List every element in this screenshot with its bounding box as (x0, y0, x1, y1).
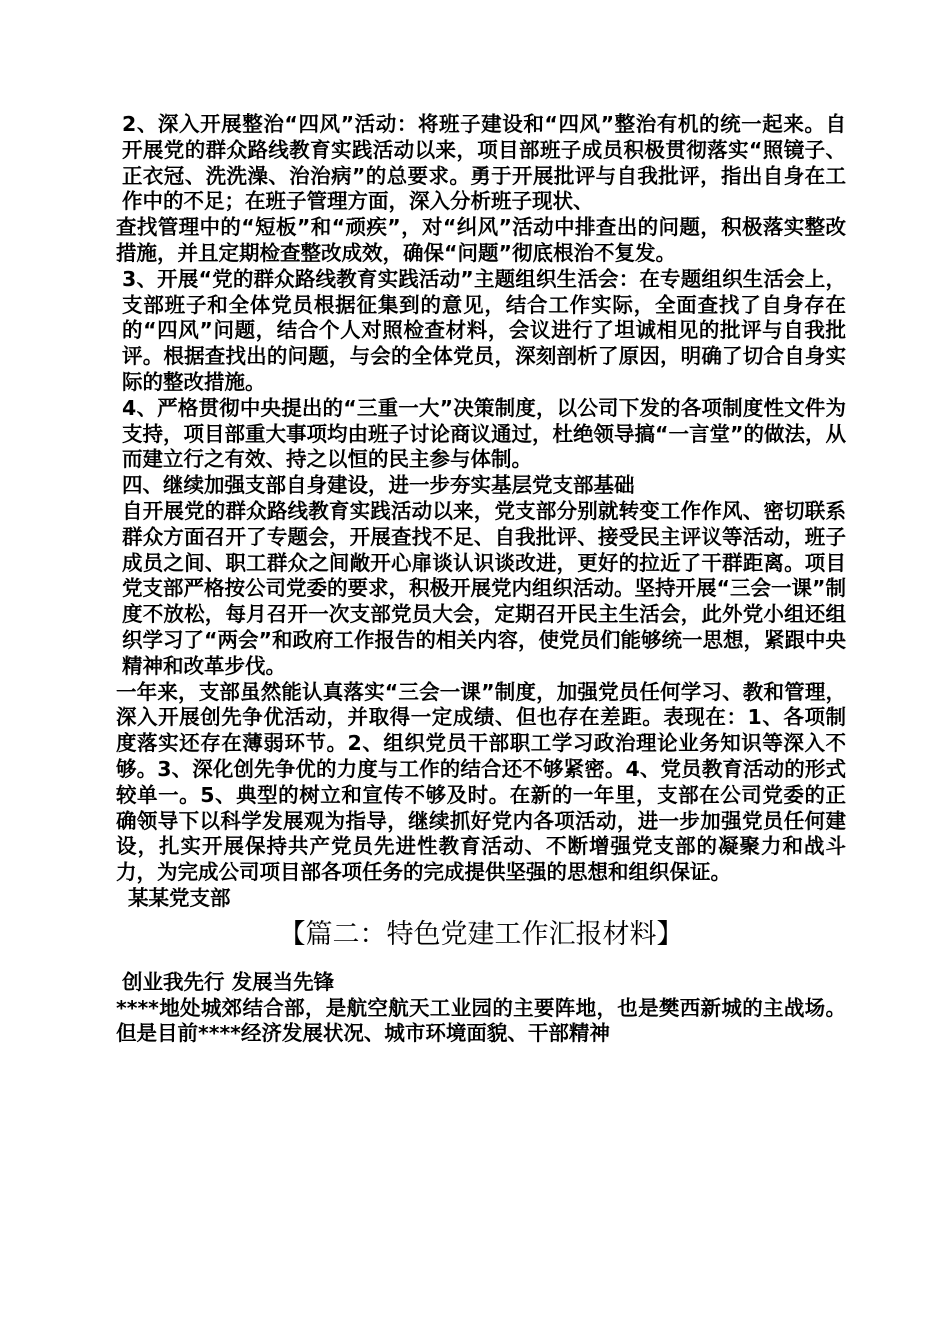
subtitle: 创业我先行 发展当先锋 (122, 969, 335, 994)
paragraph-decision-system: 4、严格贯彻中央提出的“三重一大”决策制度，以公司下发的各项制度性文件为支持，项目部重大事项均由班子讨论商议通过，杜绝领导搞“一言堂”的做法，从而建立行之有效、持之以恒的民主参与体制。 (122, 395, 846, 472)
signature: 某某党支部 (128, 885, 231, 910)
section-title: 【篇二：特色党建工作汇报材料】 (278, 918, 684, 950)
paragraph-shortcomings: 查找管理中的“短板”和“顽疾”，对“纠风”活动中排查出的问题，积极落实整改措施，并且定期检查整改成效，确保“问题”彻底根治不复发。 (116, 215, 846, 265)
paragraph-rectify-four-winds: 2、深入开展整治“四风”活动：将班子建设和“四风”整治有机的统一起来。自开展党的群众路线教育实践活动以来，项目部班子成员积极贯彻落实“照镜子、正衣冠、洗洗澡、治治病”的总要求。勇于开展批评与自我批评，指出自身在工作中的不足；在班子管理方面，深入分析班子现状、 (122, 112, 846, 214)
section-heading-branch-building: 四、继续加强支部自身建设，进一步夯实基层党支部基础 (122, 473, 635, 498)
paragraph-branch-activities: 自开展党的群众路线教育实践活动以来，党支部分别就转变工作作风、密切联系群众方面召开了专题会，开展查找不足、自我批评、接受民主评议等活动，班子成员之间、职工群众之间敞开心扉谈认识谈改进，更好的拉近了干群距离。项目党支部严格按公司党委的要求，积极开展党内组织活动。坚持开展“三会一课”制度不放松，每月召开一次支部党员大会，定期召开民主生活会，此外党小组还组织学习了“两会”和政府工作报告的相关内容，使党员们能够统一思想，紧跟中央精神和改革步伐。 (122, 498, 846, 678)
paragraph-year-summary: 一年来，支部虽然能认真落实“三会一课”制度，加强党员任何学习、教和管理，深入开展创先争优活动，并取得一定成绩、但也存在差距。表现在：1、各项制度落实还存在薄弱环节。2、组织党员干部职工学习政治理论业务知识等深入不够。3、深化创先争优的力度与工作的结合还不够紧密。4、党员教育活动的形式较单一。5、典型的树立和宣传不够及时。在新的一年里，支部在公司党委的正确领导下以科学发展观为指导，继续抓好党内各项活动，进一步加强党员任何建设，扎实开展保持共产党员先进性教育活动、不断增强党支部的凝聚力和战斗力，为完成公司项目部各项任务的完成提供坚强的思想和组织保证。 (116, 679, 846, 885)
document-body (116, 112, 846, 1047)
paragraph-tail: ****地处城郊结合部，是航空航天工业园的主要阵地，也是樊西新城的主战场。但是目前****经济发展状况、城市环境面貌、干部精神 (116, 995, 846, 1046)
paragraph-life-meeting: 3、开展“党的群众路线教育实践活动”主题组织生活会：在专题组织生活会上，支部班子和全体党员根据征集到的意见，结合工作实际，全面查找了自身存在的“四风”问题，结合个人对照检查材料，会议进行了坦诚相见的批评与自我批评。根据查找出的问题，与会的全体党员，深刻剖析了原因，明确了切合自身实际的整改措施。 (122, 266, 846, 394)
